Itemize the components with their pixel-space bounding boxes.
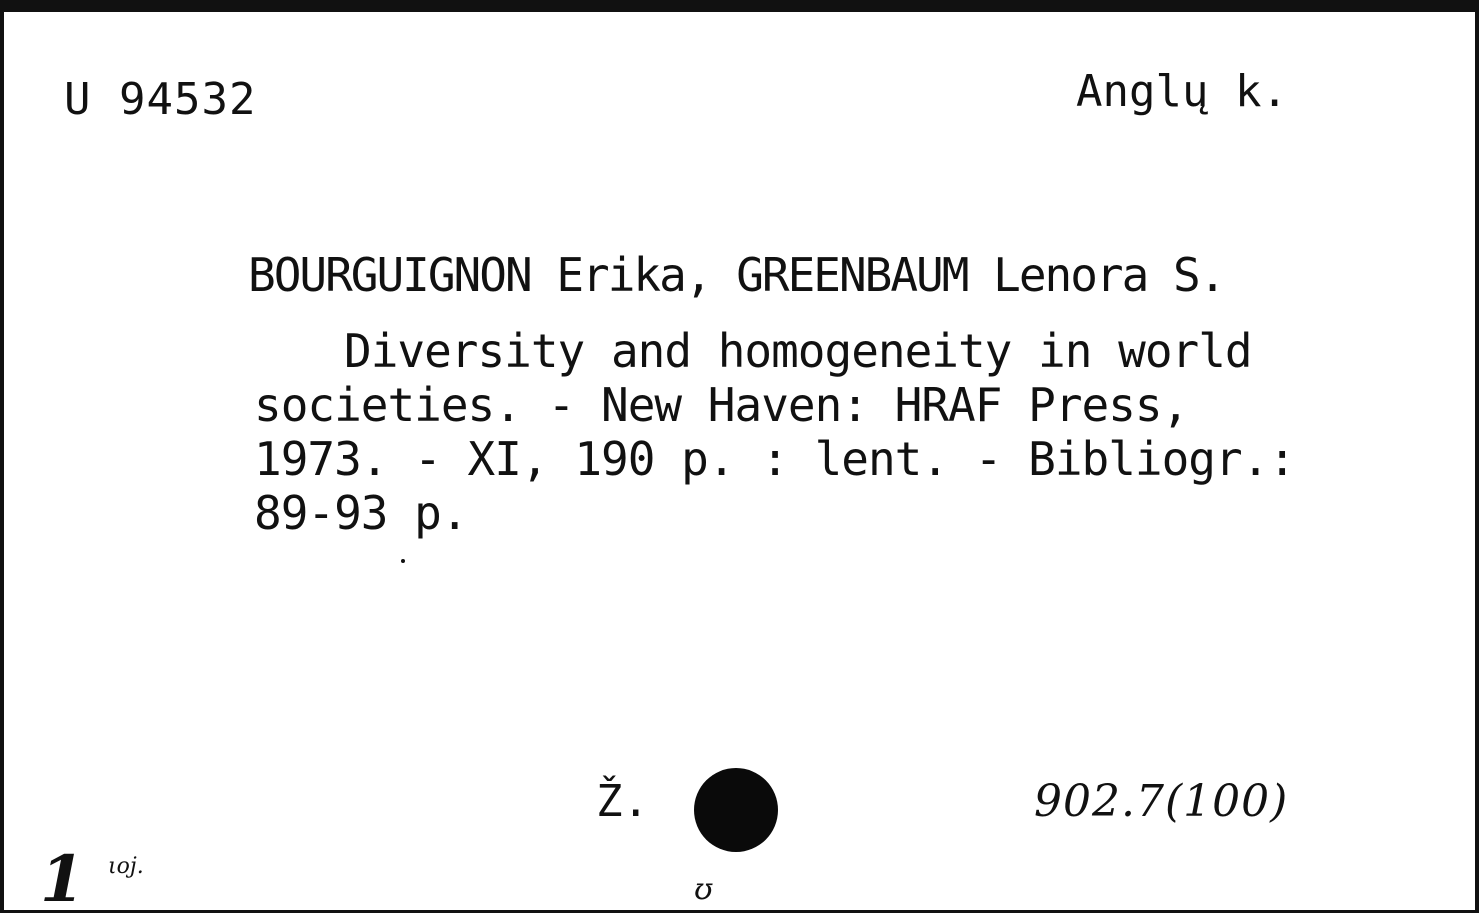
description-line: 1973. - XI, 190 p. : lent. - Bibliogr.: [254, 432, 1296, 486]
handwritten-mark: ʊ [694, 872, 713, 907]
description-line: Diversity and homogeneity in world [344, 324, 1252, 378]
location-mark: Ž. [596, 776, 649, 827]
punch-hole-icon [694, 768, 778, 852]
copy-note: ιoj. [108, 854, 144, 879]
bibliographic-description [254, 324, 1295, 540]
classification-number: 902.7(100) [1034, 776, 1289, 827]
authors-heading: BOURGUIGNON Erika, GREENBAUM Lenora S. [248, 248, 1225, 302]
ink-dot [401, 559, 405, 563]
copy-number: 1 [40, 842, 85, 913]
description-line: societies. - New Haven: HRAF Press, [254, 378, 1189, 432]
language-note: Anglų k. [1076, 66, 1288, 117]
description-line: 89-93 p. [254, 486, 468, 540]
call-number: U 94532 [64, 74, 257, 125]
